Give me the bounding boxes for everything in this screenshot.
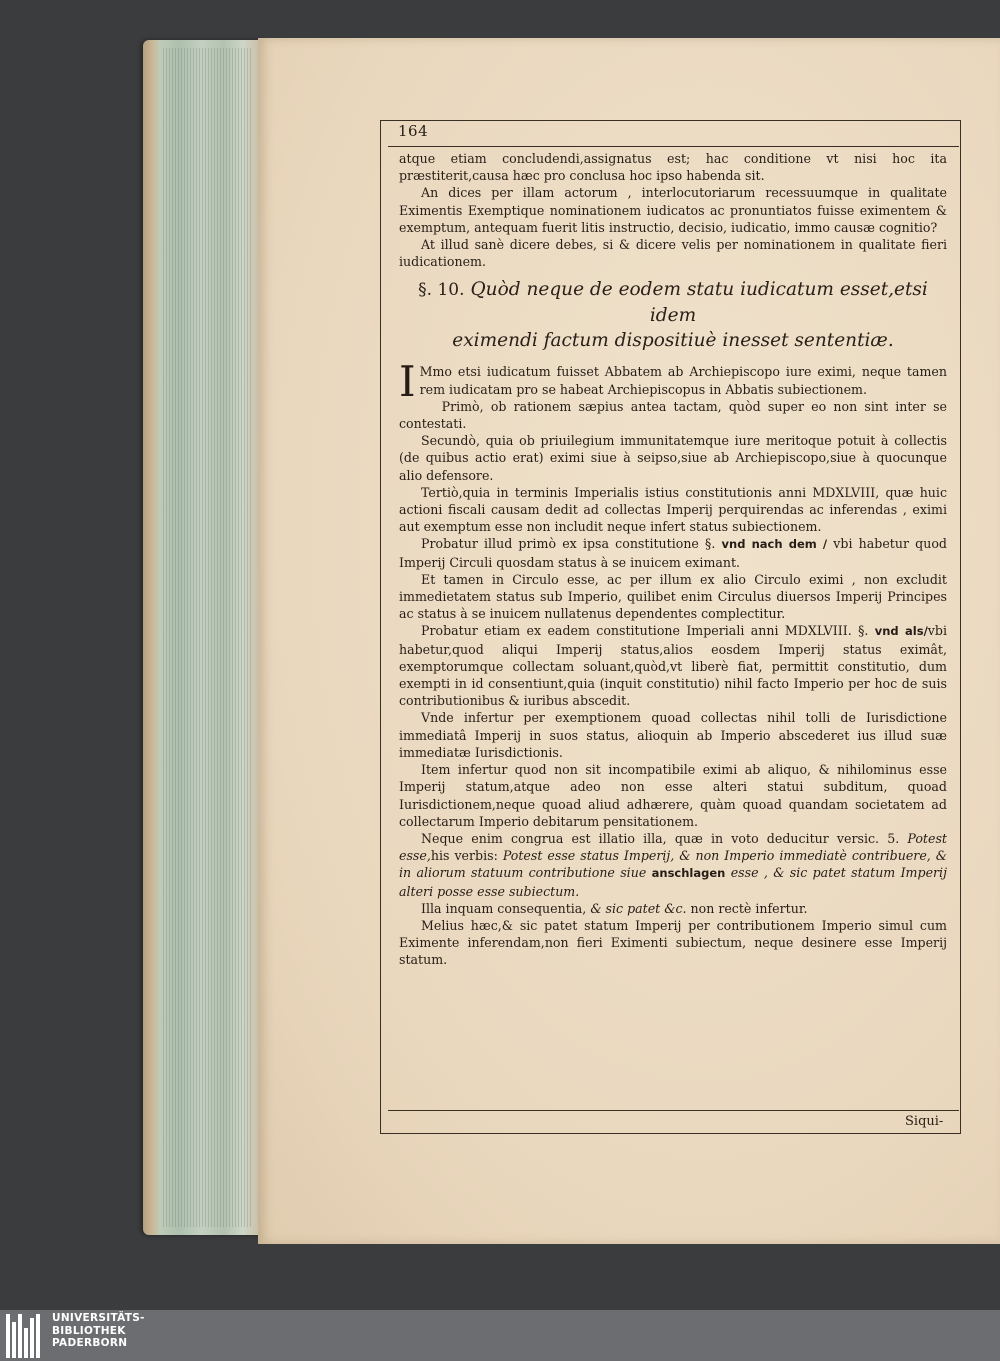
paragraph: Primò, ob rationem sæpius antea tactam, quòd super eo non sint inter se contestati. [399, 398, 947, 432]
library-logo-icon [6, 1314, 46, 1358]
section-heading [399, 277, 947, 353]
library-footer-bar [0, 1310, 1000, 1361]
text-block [399, 150, 947, 969]
italic-text: Potest esse, [399, 830, 947, 864]
catchword: Siqui- [905, 1114, 944, 1129]
paragraph: Melius hæc,& sic patet statum Imperij per contributionem Imperio simul cum Eximente inferendam,non fieri Eximenti subiectum, neque desinere esse Imperij statum. [399, 917, 947, 968]
italic-text: esse , & sic patet statum Imperij alteri posse esse subiectum. [399, 865, 947, 899]
italic-text: Potest esse status Imperij, & non Imperio immediatè contribuere, & in aliorum statuum contributione siue [399, 848, 947, 881]
paragraph: atque etiam concludendi,assignatus est; hac conditione vt nisi hoc ita præstiterit,causa hæc pro conclusa hoc ipso habenda sit. [399, 151, 947, 184]
paragraph [399, 535, 947, 570]
header-rule [388, 146, 959, 147]
library-name-line-1: UNIVERSITÄTS- [52, 1312, 145, 1324]
paragraph: An dices per illam actorum , interlocutoriarum recessuumque in qualitate Eximentis Exemptique nominationem iudicatos ac pronuntiatos fuisse eximentem & exemptum, antequam fuerit litis instructio, decisio, iudicatio, immo causæ cognitio? [399, 185, 947, 235]
section-title-line-1: Quòd neque de eodem statu iudicatum esset,etsi idem [470, 279, 928, 327]
library-name-line-3: PADERBORN [52, 1337, 128, 1349]
page-number: 164 [398, 122, 429, 140]
paragraph: Item infertur quod non sit incompatibile eximi ab aliquo, & nihilominus esse Imperij statum,atque adeo non esse alteri statui subditum, quoad Iurisdictionem,neque quoad aliud adhærere, quàm quoad quandam societatem ad collectarum Imperio debitarum pensitationem. [399, 762, 947, 829]
section-number: §. 10. [418, 280, 465, 301]
text-run: vbi habetur quod Imperij Circuli quosdam status à se inuicem eximant. [399, 536, 947, 570]
library-name [52, 1312, 145, 1350]
italic-text: & sic patet &c. [590, 900, 687, 916]
paragraph: Vnde infertur per exemptionem quoad collectas nihil tolli de Iurisdictione immediatâ Imperij in suos status, alioquin ab Imperio abscederet ius illud suæ immediatæ Iurisdictionis. [399, 710, 947, 760]
paragraph: Secundò, quia ob priuilegium immunitatemque iure meritoque potuit à collectis (de quibus actio erat) eximi siue à seipso,siue ab Archiepiscopo,siue à quocunque alio defensore. [399, 433, 947, 483]
text-run: Neque enim congrua est illatio illa, quæ in voto deducitur versic. 5. [421, 830, 900, 846]
text-run: Probatur etiam ex eadem constitutione Imperiali anni MDXLVIII. §. [421, 623, 869, 639]
paragraph [399, 830, 947, 900]
text-run: non rectè infertur. [690, 900, 808, 916]
blackletter-text: vnd nach dem / [721, 537, 828, 552]
drop-cap: I [399, 357, 416, 407]
paragraph [399, 357, 947, 407]
section-title-line-2: eximendi factum dispositiuè inesset sententiæ. [452, 330, 894, 352]
paragraph-text: Mmo etsi iudicatum fuisset Abbatem ab Archiepiscopo iure eximi, neque tamen rem iudicatam pro se habeat Archiepiscopus in Abbatis subiectionem. [419, 364, 947, 397]
paragraph: At illud sanè dicere debes, si & dicere velis per nominationem in qualitate fieri iudicationem. [399, 237, 947, 270]
paragraph [399, 622, 947, 709]
text-run: his verbis: [430, 848, 498, 864]
text-run: Illa inquam consequentia, [421, 900, 587, 916]
paragraph [399, 900, 947, 917]
book-page-edges [143, 40, 265, 1235]
blackletter-text: vnd als/ [874, 624, 928, 639]
footer-rule [388, 1110, 959, 1111]
library-name-line-2: BIBLIOTHEK [52, 1324, 126, 1337]
text-run: vbi habetur,quod aliqui Imperij status,alios eosdem Imperij status eximât, exemptorumque collectam soluant,quòd,vt liberè fiat, permittit constitutio, dum exempti in id consentiunt,quia (inquit constitutio) nihil facto Imperio per hoc de suis contributionibus & iuribus abscedit. [399, 623, 947, 709]
paragraph: Tertiò,quia in terminis Imperialis istius constitutionis anni MDXLVIII, quæ huic actioni fiscali causam dedit ad collectas Imperij perquirendas ac inferendas , eximi aut exemptum esse non includit neque infert status subiectionem. [399, 484, 947, 535]
paragraph: Et tamen in Circulo esse, ac per illum ex alio Circulo eximi , non excludit immedietatem status sub Imperio, quilibet enim Circulus diuersos Imperij Principes ac status à se inuicem nullatenus dependentes complectitur. [399, 571, 947, 622]
text-run: Probatur illud primò ex ipsa constitutione §. [421, 536, 716, 552]
blackletter-text: anschlagen [651, 866, 726, 881]
